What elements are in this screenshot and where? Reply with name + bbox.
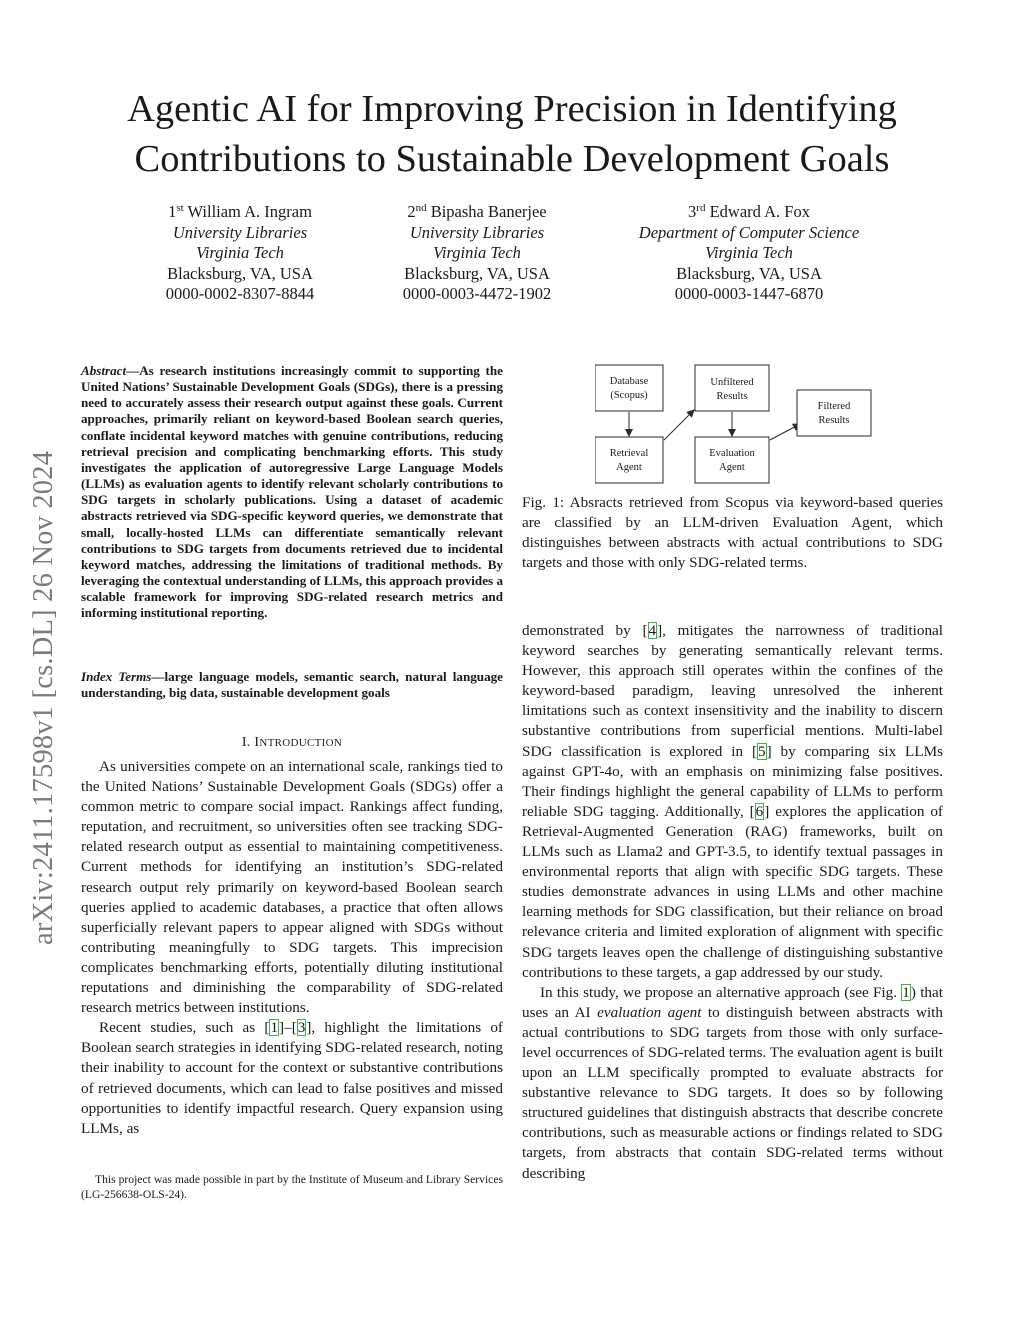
- abstract-text: —As research institutions increasingly commit to supporting the United Nations’ Sustainable Development Goals (SDGs), there is a pressing need to accurately assess their research output against these goals. Current approaches, primarily reliant on keyword-based Boolean search queries, conflate incidental keyword matches with genuine contributions, reducing retrieval precision and complicating benchmarking efforts. This study investigates the application of autoregressive Large Language Models (LLMs) as evaluation agents to identify relevant scholarly contributions to SDG targets in scholarly publications. Using a dataset of academic abstracts retrieved via SDG-specific keyword queries, we demonstrate that small, locally-hosted LLMs can differentiate semantically relevant contributions to SDG targets from documents retrieved due to incidental keyword matches, addressing the limitations of traditional methods. By leveraging the contextual understanding of LLMs, this approach provides a scalable framework for improving SDG-related research metrics and informing institutional reporting.: [81, 363, 503, 621]
- intro-paragraph-3: demonstrated by [4], mitigates the narrowness of traditional keyword searches by generating semantically relevant terms. However, this approach still operates within the confines of the keyword-based paradigm, leaving unresolved the inherent limitations such as context insensitivity and the inability to discern substantive contributions from superficial mentions. Multi-label SDG classification is explored in [5] by comparing six LLMs against GPT-4o, with an emphasis on minimizing false positives. Their findings highlight the general capability of LLMs to perform reliable SDG tagging. Additionally, [6] explores the application of Retrieval-Augmented Generation (RAG) frameworks, built on LLMs such as Llama2 and GPT-3.5, to identify textual passages in environmental reports that align with specific SDG targets. These studies demonstrate advances in using LLMs and other machine learning methods for SDG classification, but their reliance on broad relevance criteria and limited exploration of alignment with specific SDG targets leaves open the challenge of distinguishing substantive contributions to these targets, a gap addressed by our study.: [522, 622, 944, 981]
- node-filtered-results: [797, 390, 871, 436]
- citation-link-4[interactable]: 4: [648, 622, 657, 639]
- author-name: 3rd Edward A. Fox: [688, 202, 810, 221]
- node-database: [595, 365, 663, 411]
- svg-text:Agent: Agent: [719, 462, 745, 473]
- author-orcid: 0000-0003-1447-6870: [674, 284, 824, 303]
- author-name: 2nd Bipasha Banerjee: [407, 202, 547, 221]
- author-department: Department of Computer Science: [638, 222, 860, 242]
- author-department: University Libraries: [409, 222, 545, 242]
- figure-1-caption: Fig. 1: Absracts retrieved from Scopus via keyword-based queries are classified by an LLM-driven Evaluation Agent, which distinguishes between abstracts with actual contributions to SDG targets and those with only SDG-related terms.: [522, 494, 943, 572]
- figure-ref-link[interactable]: 1: [902, 983, 910, 1001]
- author-location: Blacksburg, VA, USA: [676, 263, 822, 283]
- author-organization: Virginia Tech: [705, 243, 793, 262]
- intro-right-column: [522, 621, 943, 1184]
- author-orcid: 0000-0002-8307-8844: [165, 284, 315, 303]
- paper-title: [60, 84, 964, 184]
- citation-link-5[interactable]: 5: [758, 742, 766, 760]
- author-organization: Virginia Tech: [196, 243, 284, 262]
- svg-text:Agent: Agent: [616, 462, 642, 473]
- title-line-2: Contributions to Sustainable Development Goals: [134, 138, 890, 180]
- intro-left-column: [81, 757, 503, 1139]
- arxiv-stamp: arXiv:2411.17598v1 [cs.DL] 26 Nov 2024: [28, 450, 59, 945]
- index-terms-text: —large language models, semantic search, natural language understanding, big data, sustainable development goals: [81, 669, 503, 701]
- svg-text:Unfiltered: Unfiltered: [710, 377, 754, 388]
- author-orcid: 0000-0003-4472-1902: [402, 284, 552, 303]
- index-terms-label: Index Terms: [81, 669, 152, 684]
- citation-link-3[interactable]: 3: [297, 1019, 306, 1037]
- citation-link-6[interactable]: 6: [755, 802, 764, 820]
- author-name: 1st William A. Ingram: [168, 202, 312, 221]
- node-retrieval-agent: [595, 437, 663, 483]
- title-line-1: Agentic AI for Improving Precision in Identifying: [127, 88, 897, 130]
- citation-link-1[interactable]: 1: [270, 1019, 279, 1037]
- edge-evaluation-to-filtered: [770, 424, 800, 440]
- intro-paragraph-4: In this study, we propose an alternative approach (see Fig. 1) that uses an AI evaluation agent to distinguish between abstracts with actual contributions to SDG targets from those with only surface-level occurrences of SDG-related terms. The evaluation agent is built upon an LLM specifically prompted to evaluate abstracts for substantive relevance to SDG targets. It does so by following structured guidelines that distinguish abstracts that describe concrete contributions, such as measurable actions or findings related to SDG targets, from abstracts that contain SDG-related terms without describing: [522, 983, 943, 1182]
- footnote: This project was made possible in part by the Institute of Museum and Library Services (LG-256638-OLS-24).: [81, 1173, 503, 1201]
- author-location: Blacksburg, VA, USA: [167, 263, 313, 283]
- author-department: University Libraries: [172, 222, 308, 242]
- svg-text:Filtered: Filtered: [817, 401, 851, 412]
- author-block-3: [599, 202, 899, 305]
- edge-retrieval-to-unfiltered: [664, 410, 694, 440]
- node-unfiltered-results: [695, 365, 769, 411]
- index-terms: [81, 669, 503, 701]
- svg-text:Evaluation: Evaluation: [709, 448, 755, 459]
- intro-paragraph-2: Recent studies, such as [1]–[3], highlight the limitations of Boolean search strategies in identifying SDG-related research, noting their inability to account for the context or substantive contributions of retrieved documents, which can lead to false positives and missed opportunities to identify impactful research. Query expansion using LLMs, as: [81, 1019, 503, 1137]
- node-evaluation-agent: [695, 437, 769, 483]
- figure-1-diagram: [595, 362, 877, 490]
- svg-text:(Scopus): (Scopus): [610, 390, 648, 401]
- section-heading-introduction: I. INTRODUCTION: [241, 735, 343, 750]
- svg-text:Results: Results: [818, 415, 850, 426]
- abstract: [81, 363, 503, 622]
- author-location: Blacksburg, VA, USA: [404, 263, 550, 283]
- author-block-2: [327, 202, 627, 305]
- svg-text:Results: Results: [716, 391, 748, 402]
- svg-text:Retrieval: Retrieval: [609, 448, 649, 459]
- intro-paragraph-1: As universities compete on an international scale, rankings tied to the United Nations’ Sustainable Development Goals (SDGs) offer a common metric to compare social impact. Rankings affect funding, reputation, and recruitment, so universities often see tracking SDG-related research output as essential to maintaining competitiveness. Current methods for identifying an institution’s SDG-related research output rely primarily on keyword-based Boolean search queries applied to academic databases, a practice that often allows superficially relevant papers to appear aligned with SDGs without contributing meaningfully to SDG targets. This imprecision complicates benchmarking efforts, potentially diluting institutional reputations and diminishing the comparability of SDG-related research metrics between institutions.: [81, 758, 503, 1017]
- author-organization: Virginia Tech: [433, 243, 521, 262]
- abstract-label: Abstract: [81, 363, 127, 378]
- svg-text:Database: Database: [609, 376, 649, 387]
